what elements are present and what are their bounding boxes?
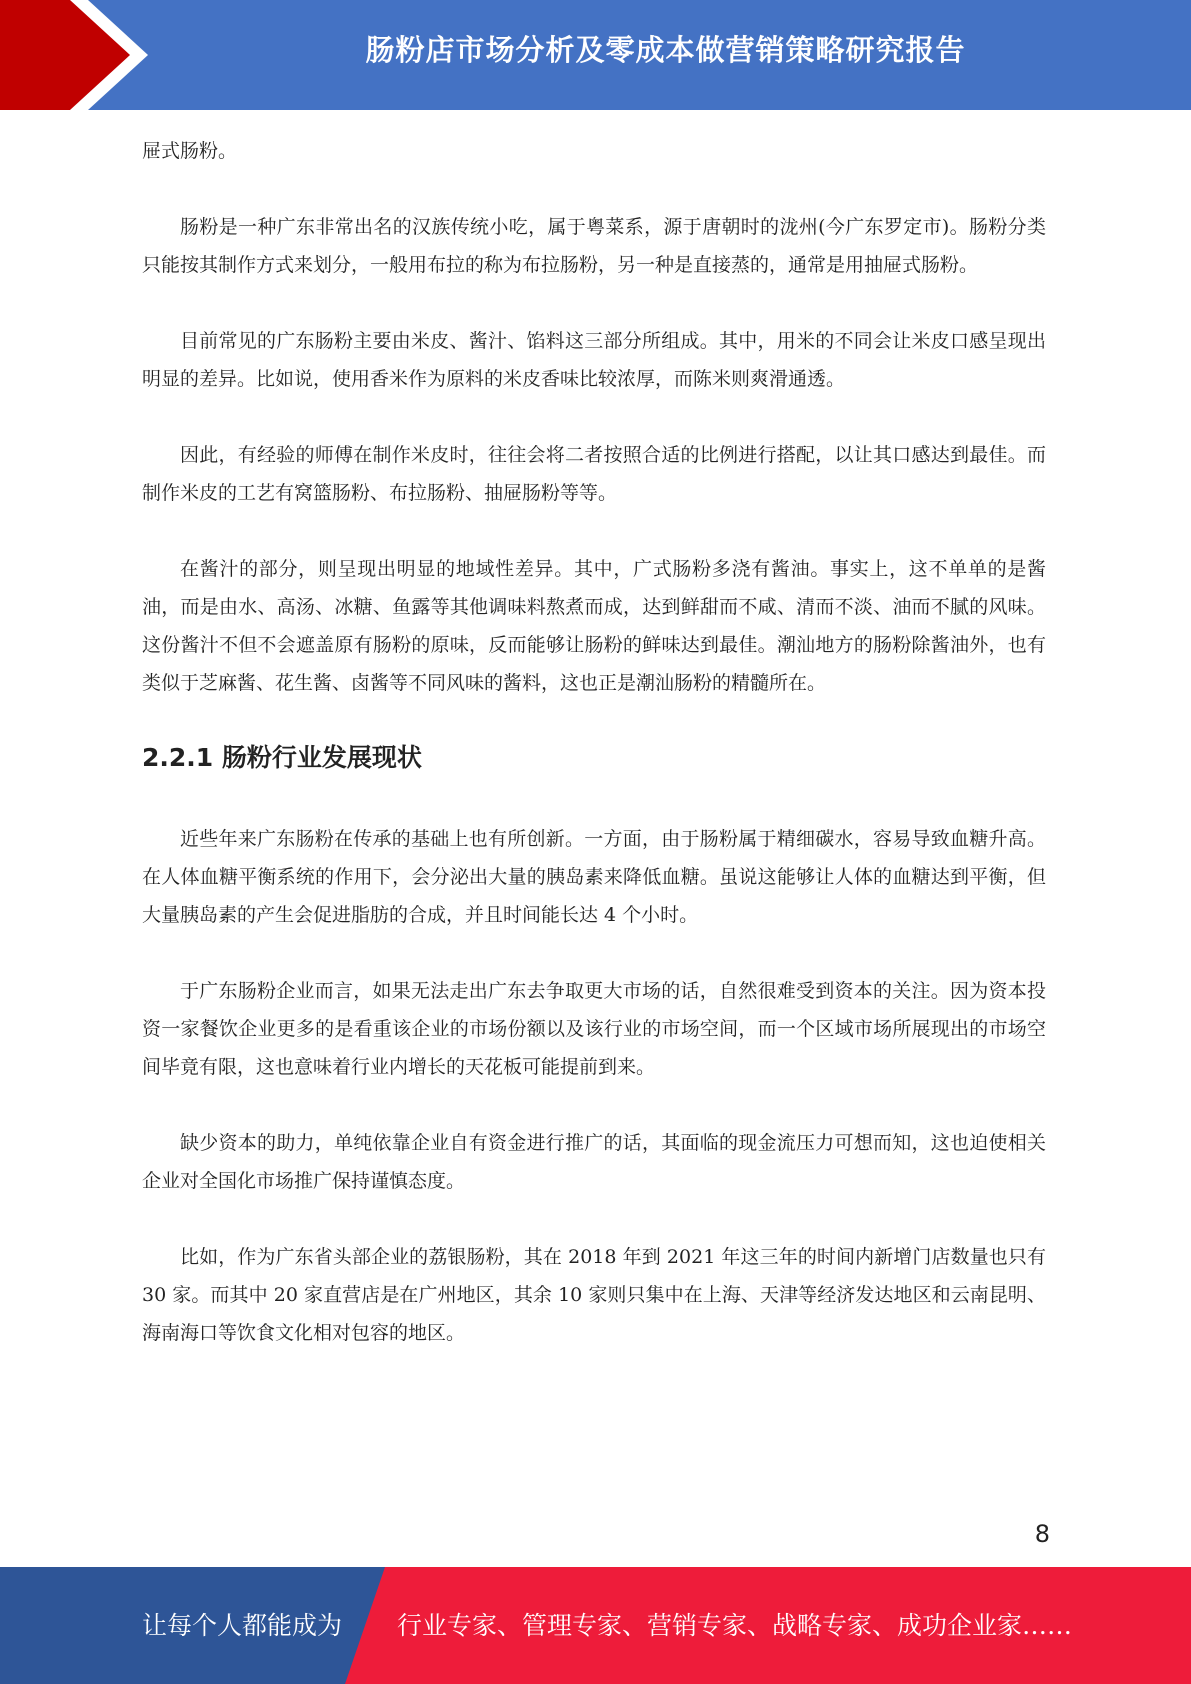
paragraph: 屉式肠粉。 [142, 140, 238, 162]
paragraph: 因此，有经验的师傅在制作米皮时，往往会将二者按照合适的比例进行搭配，以让其口感达到最佳。而制作米皮的工艺有窝篮肠粉、布拉肠粉、抽屉肠粉等等。 [142, 444, 1046, 504]
paragraph: 比如，作为广东省头部企业的荔银肠粉，其在 2018 年到 2021 年这三年的时间内新增门店数量也只有 30 家。而其中 20 家直营店是在广州地区，其余 10 家则只集中在上海、天津等经济发达地区和云南昆明、海南海口等饮食文化相对包容的地区。 [142, 1246, 1046, 1344]
footer-slogan-right: 行业专家、管理专家、营销专家、战略专家、成功企业家…… [397, 1611, 1073, 1640]
paragraph: 缺少资本的助力，单纯依靠企业自有资金进行推广的话，其面临的现金流压力可想而知，这也迫使相关企业对全国化市场推广保持谨慎态度。 [142, 1132, 1046, 1192]
footer-slogan-left: 让每个人都能成为 [142, 1611, 343, 1640]
paragraph: 近些年来广东肠粉在传承的基础上也有所创新。一方面，由于肠粉属于精细碳水，容易导致血糖升高。在人体血糖平衡系统的作用下，会分泌出大量的胰岛素来降低血糖。虽说这能够让人体的血糖达到平衡，但大量胰岛素的产生会促进脂肪的合成，并且时间能长达 4 个小时。 [142, 828, 1046, 926]
paragraph: 于广东肠粉企业而言，如果无法走出广东去争取更大市场的话，自然很难受到资本的关注。因为资本投资一家餐饮企业更多的是看重该企业的市场份额以及该行业的市场空间，而一个区域市场所展现出的市场空间毕竟有限，这也意味着行业内增长的天花板可能提前到来。 [142, 980, 1046, 1078]
paragraph: 在酱汁的部分，则呈现出明显的地域性差异。其中，广式肠粉多浇有酱油。事实上，这不单单的是酱油，而是由水、高汤、冰糖、鱼露等其他调味料熬煮而成，达到鲜甜而不咸、清而不淡、油而不腻的风味。这份酱汁不但不会遮盖原有肠粉的原味，反而能够让肠粉的鲜味达到最佳。潮汕地方的肠粉除酱油外，也有类似于芝麻酱、花生酱、卤酱等不同风味的酱料，这也正是潮汕肠粉的精髓所在。 [142, 558, 1046, 694]
page-number: 8 [1034, 1520, 1050, 1548]
page-content [142, 132, 1046, 1390]
paragraph: 肠粉是一种广东非常出名的汉族传统小吃，属于粤菜系，源于唐朝时的泷州(今广东罗定市)。肠粉分类只能按其制作方式来划分，一般用布拉的称为布拉肠粉，另一种是直接蒸的，通常是用抽屉式肠粉。 [142, 216, 1046, 276]
section-heading: 2.2.1 肠粉行业发展现状 [142, 743, 422, 772]
page-header [0, 0, 1191, 110]
report-title: 肠粉店市场分析及零成本做营销策略研究报告 [365, 33, 966, 67]
page-footer [0, 1567, 1191, 1684]
paragraph: 目前常见的广东肠粉主要由米皮、酱汁、馅料这三部分所组成。其中，用米的不同会让米皮口感呈现出明显的差异。比如说，使用香米作为原料的米皮香味比较浓厚，而陈米则爽滑通透。 [142, 330, 1046, 390]
